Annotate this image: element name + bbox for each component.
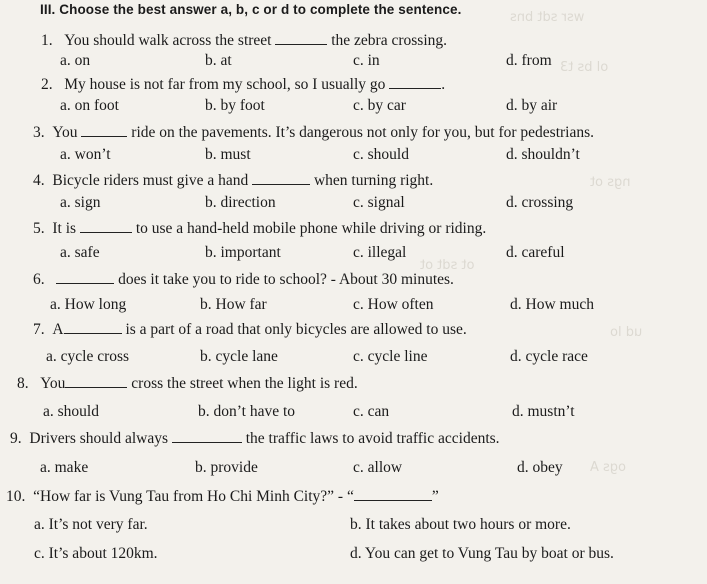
stem-text-before: You [40,375,66,392]
question-stem [10,430,500,448]
question-number: 9. [10,430,22,447]
answer-blank [64,332,122,334]
option-a: a. safe [60,244,100,261]
bleed-through-text: wsr sdt bns [510,10,585,25]
option-d: d. You can get to Vung Tau by boat or bus. [350,545,614,562]
answer-blank [252,183,310,185]
stem-text-before: You [52,124,78,141]
stem-text-after: . [441,76,446,93]
stem-text-before: A [52,321,64,338]
option-d: d. from [506,52,552,69]
stem-text-before: Bicycle riders must give a hand [52,172,249,189]
answer-blank [389,87,441,89]
option-b: b. cycle lane [200,348,278,365]
question-stem [41,32,447,50]
stem-text-after: does it take you to ride to school? - About 30 minutes. [118,271,454,288]
stem-text-after: the traffic laws to avoid traffic accidents. [245,430,500,447]
answer-blank [354,499,432,501]
option-a: a. make [40,459,89,476]
question-number: 1. [41,32,53,49]
stem-text-after: the zebra crossing. [331,32,448,49]
option-a: a. on foot [60,97,119,114]
option-b: b. important [205,244,281,261]
stem-text-before: “How far is Vung Tau from Ho Chi Minh City?” - “ [33,488,354,505]
question-stem [41,76,445,94]
option-c: c. cycle line [353,348,428,365]
option-b: b. must [205,146,251,163]
stem-text-before: It is [52,220,77,237]
answer-blank [172,441,242,443]
answer-blank [56,282,114,284]
option-c: c. by car [353,97,406,114]
option-d: d. by air [506,97,558,114]
option-c: c. signal [353,194,405,211]
answer-blank [65,386,127,388]
option-c: c. can [353,403,390,420]
option-b: b. provide [195,459,258,476]
option-c: c. allow [353,459,403,476]
bleed-through-text: ol bs t3 [560,60,609,75]
bleed-through-text: ogs A [590,460,627,475]
question-number: 6. [33,271,45,288]
option-b: b. How far [200,296,267,313]
option-d: d. How much [510,296,594,313]
question-number: 3. [33,124,45,141]
question-stem [33,271,454,289]
option-a: a. It’s not very far. [34,516,148,533]
bleed-through-text: ot sdt ot [420,258,475,273]
question-stem [17,375,358,393]
question-number: 4. [33,172,45,189]
option-d: d. careful [506,244,565,261]
stem-text-before: My house is not far from my school, so I usually go [64,76,386,93]
option-a: a. sign [60,194,101,211]
question-stem [33,321,467,339]
stem-text-after: ride on the pavements. It’s dangerous not only for you, but for pedestrians. [131,124,595,141]
option-d: d. crossing [506,194,574,211]
question-stem [33,220,486,238]
question-number: 5. [33,220,45,237]
option-d: d. obey [517,459,563,476]
option-a: a. How long [50,296,127,313]
question-stem [33,124,594,142]
option-b: b. don’t have to [198,403,296,420]
stem-text-after: cross the street when the light is red. [131,375,358,392]
stem-text-before: You should walk across the street [64,32,272,49]
option-c: c. in [353,52,380,69]
question-number: 10. [6,488,26,505]
option-b: b. by foot [205,97,265,114]
option-a: a. won’t [60,146,111,163]
answer-blank [81,135,127,137]
option-d: d. shouldn’t [506,146,580,163]
option-a: a. cycle cross [46,348,130,365]
option-a: a. should [43,403,99,420]
option-c: c. illegal [353,244,407,261]
option-a: a. on [60,52,91,69]
option-b: b. at [205,52,232,69]
stem-text-after: when turning right. [313,172,434,189]
question-number: 7. [33,321,45,338]
section-title: III. Choose the best answer a, b, c or d to complete the sentence. [40,2,462,17]
answer-blank [80,231,132,233]
option-d: d. cycle race [510,348,588,365]
option-b: b. direction [205,194,276,211]
question-stem [6,488,439,506]
option-c: c. How often [353,296,434,313]
question-number: 8. [17,375,29,392]
question-number: 2. [41,76,53,93]
option-d: d. mustn’t [512,403,575,420]
stem-text-before: Drivers should always [29,430,168,447]
bleed-through-text: ngs ot [590,175,631,190]
stem-text-after: is a part of a road that only bicycles are allowed to use. [125,321,467,338]
bleed-through-text: ud lo [610,325,643,340]
option-c: c. should [353,146,409,163]
question-stem [33,172,433,190]
stem-text-after: to use a hand-held mobile phone while driving or riding. [135,220,487,237]
stem-text-after: ” [431,488,439,505]
option-b: b. It takes about two hours or more. [350,516,571,533]
option-c: c. It’s about 120km. [34,545,158,562]
answer-blank [275,43,327,45]
